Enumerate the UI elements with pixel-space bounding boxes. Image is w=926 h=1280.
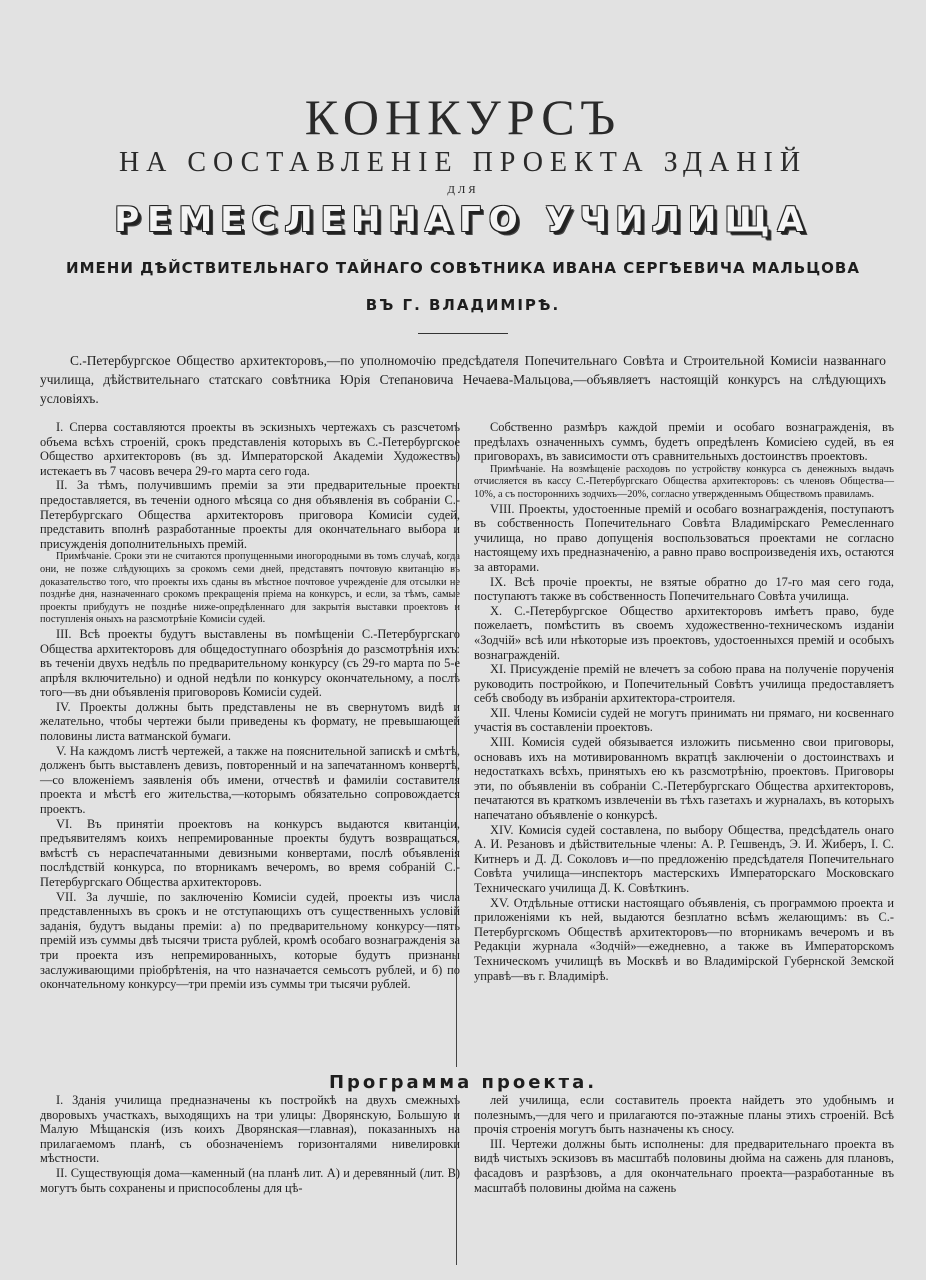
clause-paragraph: XV. Отдѣльные оттиски настоящаго объявленія, съ программою проекта и приложеніями къ ней, выдаются безплатно всѣмъ желающимъ: въ С.-Петербургскомъ Обществѣ архитекторовъ—по вторникамъ вечеромъ и въ Редакціи журнала «Зодчій»—ежедневно, а также въ Императорскомъ Техническомъ училищѣ въ Москвѣ и во Владимірской Губернской Земской управѣ—въ г. Владимірѣ. [474,895,894,983]
clause-paragraph: VI. Въ принятіи проектовъ на конкурсъ выдаются квитанціи, предъявителямъ коихъ непремированные проекты будутъ возвращаться, вмѣстѣ съ нераспечатанными девизными конвертами, послѣ объявленія послѣдствій конкурса, по вторникамъ вечеромъ, во время собраній С.-Петербургскаго Общества архитекторовъ. [40,816,460,889]
program-left-column [40,1093,460,1195]
clause-paragraph: I. Зданія училища предназначены къ постройкѣ на двухъ смежныхъ дворовыхъ участкахъ, выходящихъ на три улицы: Дворянскую, Большую и Малую Мѣщанскія (изъ коихъ Дворянская—главная), показанныхъ на прилагаемомъ планѣ, съ обозначеніемъ горизонталями нивелировки мѣстности. [40,1093,460,1166]
clause-paragraph: VII. За лучшіе, по заключенію Комисіи судей, проекты изъ числа представленныхъ въ срокъ и не отступающихъ отъ существенныхъ условій заданія, будутъ выданы преміи: а) по предварительному конкурсу—пять премій изъ суммы двѣ тысячи триста рублей, кромѣ особаго вознагражденія за три проекта изъ непремированныхъ, которые будутъ признаны заслуживающими пріобрѣтенія, на что назначается семьсотъ рублей, и б) по окончательному конкурсу—три преміи изъ суммы три тысячи рублей. [40,889,460,992]
program-right-column [474,1093,894,1195]
clause-paragraph: VIII. Проекты, удостоенные премій и особаго вознагражденія, поступаютъ въ собственность Попечительнаго Совѣта Владимірскаго Ремесленнаго училища, но право допущенія воспользоваться проектами не согласно настоящему ихъ предназначенію, а равно право воспроизведенія ихъ, остаются за авторами. [474,501,894,574]
note-paragraph: Примѣчаніе. На возмѣщеніе расходовъ по устройству конкурса съ денежныхъ выдачъ отчисляется въ кассу С.-Петербургскаго Общества архитекторовъ: съ членовъ Общества—10%, а съ постороннихъ зодчихъ—20%, согласно утвержденнымъ Обществомъ правиламъ. [474,463,894,500]
subtitle-connector: ДЛЯ [447,184,479,196]
page-subtitle: НА СОСТАВЛЕНІЕ ПРОЕКТА ЗДАНІЙ [118,147,808,178]
clause-paragraph: лей училища, если составитель проекта найдетъ это удобнымъ и полезнымъ,—для чего и прилагаются по-этажные планы этихъ строеній. Всѣ прочія строенія могутъ быть назначены къ сносу. [474,1093,894,1137]
clause-paragraph: XIII. Комисія судей обязывается изложить письменно свои приговоры, основавъ ихъ на мотивированномъ вкратцѣ заключеніи о достоинствахъ и недостаткахъ всѣхъ, принятыхъ ею къ разсмотрѣнію, проектовъ. Приговоры эти, по объявленіи въ собраніи С.-Петербургскаго Общества архитекторовъ, печатаются въ краткомъ извлеченіи въ тѣхъ газетахъ и журналахъ, въ которыхъ напечатано объявленіе о конкурсѣ. [474,735,894,823]
clause-paragraph: XI. Присужденіе премій не влечетъ за собою права на полученіе порученія руководить постройкою, и Попечительный Совѣтъ училища предоставляетъ себѣ свободу въ избраніи архитектора-строителя. [474,662,894,706]
clause-paragraph: X. С.-Петербургское Общество архитекторовъ имѣетъ право, буде пожелаетъ, помѣстить въ своемъ художественно-техническомъ изданіи «Зодчій» всѣ или нѣкоторые изъ проектовъ, удостоенныхся премій и особыхъ вознагражденій. [474,603,894,662]
column-divider [456,422,457,1067]
school-patron-line: ИМЕНИ ДѢЙСТВИТЕЛЬНАГО ТАЙНАГО СОВѢТНИКА ИВАНА СЕРГѢЕВИЧА МАЛЬЦОВА [66,259,860,277]
clause-paragraph: II. Существующія дома—каменный (на планѣ лит. А) и деревянный (лит. В) могутъ быть сохранены и приспособлены для цѣ- [40,1165,460,1195]
clause-paragraph: XII. Члены Комисіи судей не могутъ принимать ни прямаго, ни косвеннаго участія въ составленіи проектовъ. [474,705,894,735]
page-title: КОНКУРСЪ [304,89,622,145]
note-paragraph: Примѣчаніе. Сроки эти не считаются пропущенными иногородными въ томъ случаѣ, когда они, не позже слѣдующихъ за срокомъ семи дней, представятъ почтовую квитанцію въ доказательство того, что проекты ихъ сданы въ мѣстное почтовое учрежденіе для отсылки не позднѣе дня, назначеннаго срокомъ прекращенія пріема на конкурсъ, и если, за тѣмъ, самые проекты прибудутъ не позднѣе ниже-опредѣленнаго для закрытія выставки проектовъ и поступленія оныхъ на разсмотрѣніе Комисіи судей. [40,551,460,626]
clause-paragraph: V. На каждомъ листѣ чертежей, а также на пояснительной запискѣ и смѣтѣ, долженъ быть выставленъ девизъ, повторенный и на запечатанномъ конвертѣ,—со вложеніемъ заявленія объ имени, отчествѣ и фамиліи составителя проекта и мѣстѣ его жительства,—которымъ обязательно сопровождается проектъ. [40,743,460,817]
clause-paragraph: IV. Проекты должны быть представлены не въ свернутомъ видѣ и желательно, чтобы чертежи были приведены къ формату, не превышающей половины листа ватманской бумаги. [40,699,460,744]
clause-paragraph: II. За тѣмъ, получившимъ преміи за эти предварительные проекты предоставляется, въ теченіи одного мѣсяца со дня объявленія въ собраніи С.-Петербургскаго Общества архитекторовъ приговора Комисіи судей, представить вполнѣ разработанные проекты для окончательнаго выбора и присужденія дополнительныхъ премій. [40,478,460,551]
conditions-right-column [474,420,894,983]
clause-paragraph: Собственно размѣръ каждой преміи и особаго вознагражденія, въ предѣлахъ означенныхъ суммъ, будетъ опредѣленъ Комисіею судей, въ ея приговорахъ, въ зависимости отъ сравнительныхъ достоинствъ проектовъ. [474,420,894,464]
clause-paragraph: III. Чертежи должны быть исполнены: для предварительнаго проекта въ видѣ чистыхъ эскизовъ въ масштабѣ половины дюйма на сажень для плановъ, фасадовъ и разрѣзовъ, а для окончательнаго проекта—разработанные въ масштабѣ половины дюйма на сажень [474,1136,894,1195]
clause-paragraph: III. Всѣ проекты будутъ выставлены въ помѣщеніи С.-Петербургскаго Общества архитекторовъ для общедоступнаго обозрѣнія до разсмотрѣнія ихъ: въ теченіи двухъ недѣль по предварительному конкурсу (съ 29-го марта по 5-е апрѣля включительно) и одной недѣли по конкурсу окончательному, а послѣ того—въ дни объявленія приговоровъ Комисіи судей. [40,626,460,700]
conditions-left-column [40,420,460,992]
clause-paragraph: IX. Всѣ прочіе проекты, не взятые обратно до 17-го мая сего года, поступаютъ также въ собственность Попечительнаго Совѣта училища. [474,574,894,604]
city-line: ВЪ Г. ВЛАДИМІРѢ. [365,296,561,314]
program-title: Программа проекта. [328,1072,598,1093]
program-column-divider [456,1095,457,1265]
clause-paragraph: XIV. Комисія судей составлена, по выбору Общества, предсѣдатель онаго А. И. Резановъ и дѣйствительные члены: А. Р. Гешвендъ, Э. И. Жиберъ, I. С. Китнеръ и Д. Д. Соколовъ и—по предложенію предсѣдателя Попечительнаго Совѣта училища—инспекторъ мастерскихъ Императорскаго Московскаго Техническаго училища Д. К. Совѣткинъ. [474,822,894,895]
title-divider [418,333,508,334]
school-heading: РЕМЕСЛЕННАГО УЧИЛИЩА [114,200,812,240]
clause-paragraph: I. Сперва составляются проекты въ эскизныхъ чертежахъ съ разсчетомъ объема всѣхъ строеній, срокъ представленія которыхъ въ С.-Петербургское Общество архитекторовъ (въ зд. Императорской Академіи Художествъ) истекаетъ въ 7 часовъ вечера 29-го марта сего года. [40,420,460,478]
intro-paragraph: С.-Петербургское Общество архитекторовъ,—по уполномочію предсѣдателя Попечительнаго Совѣта и Строительной Комисіи названнаго училища, дѣйствительнаго статскаго совѣтника Юрія Степановича Нечаева-Мальцова,—объявляетъ настоящій конкурсъ на слѣдующихъ условіяхъ. [40,353,886,406]
